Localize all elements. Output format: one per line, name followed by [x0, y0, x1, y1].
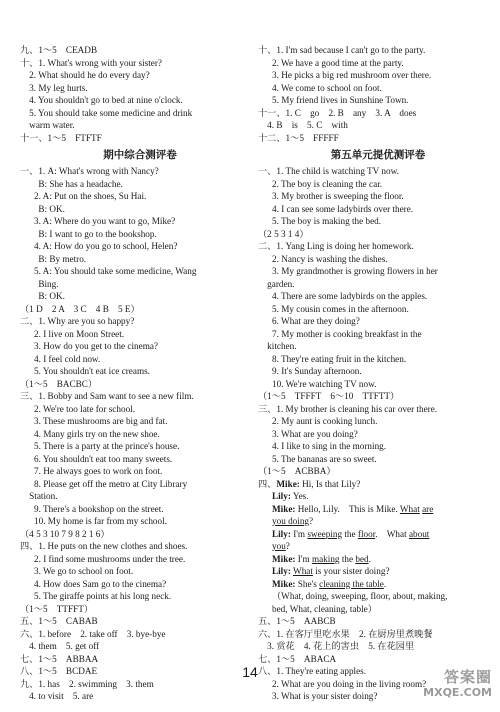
answer-line: 2. What should he do every day?: [20, 70, 150, 80]
answer-line: 六、1. before 2. take off 3. bye-bye: [20, 628, 166, 639]
answer-line: 8. Please get off the metro at City Library: [34, 478, 188, 489]
dialogue-text: .: [368, 553, 371, 564]
watermark-url: MXQE.COM: [423, 686, 492, 699]
unit5-answers-part1: [258, 165, 498, 478]
answer-line: 九、1～5 CEADB: [20, 45, 98, 55]
dialogue-line: [258, 553, 498, 566]
answer-word: you doing: [272, 516, 310, 526]
answer-line: 六、1. 在客厅里吃水果 2. 在厨房里煮晚餐: [258, 628, 433, 639]
answer-line: 5. The boy is making the bed.: [272, 216, 382, 226]
answer-line: 4. Many girls try on the new shoe.: [34, 428, 160, 439]
answer-line: 3. How do you get to the cinema?: [34, 341, 158, 351]
answer-line: （4 5 3 10 7 9 8 2 1 6）: [20, 528, 110, 539]
answer-line: 3. 赏花 4. 花上的害虫 5. 在花园里: [258, 641, 415, 651]
answer-word: What: [399, 503, 420, 514]
speaker-mike: Mike:: [276, 478, 300, 489]
answer-line: 2. What are you doing in the living room?: [272, 678, 427, 689]
answer-line: 七、1～5 ABBAA: [20, 653, 99, 664]
dialogue-text: ?: [285, 541, 290, 551]
answer-line: 2. I find some mushrooms under the tree.: [34, 553, 186, 564]
answer-line: 4. them 5. get off: [20, 641, 100, 651]
answer-line: 三、1. Bobby and Sam want to see a new film.: [20, 391, 194, 401]
question-number: 四、: [258, 478, 277, 489]
answer-line: 10. We're watching TV now.: [272, 378, 377, 389]
answer-line: 4. I like to sing in the morning.: [272, 441, 387, 451]
dialogue-text: the: [341, 553, 354, 564]
answer-line: 3. We go to school on foot.: [34, 566, 134, 576]
speaker-mike: Mike:: [272, 553, 296, 564]
dialogue-line: [258, 540, 498, 553]
answer-line: 3. He picks a big red mushroom over there.: [272, 70, 432, 80]
answer-line: 十一、1. C go 2. B any 3. A does: [258, 107, 417, 118]
answer-line: 3. My grandmother is growing flowers in her: [272, 266, 438, 276]
answer-line: （1～5 ACBBA）: [258, 466, 336, 476]
speaker-lily: Lily:: [272, 528, 291, 539]
dialogue-text: ?: [385, 566, 390, 576]
answer-line: 2. I live on Moon Street.: [34, 328, 125, 339]
dialogue-line: [258, 490, 498, 503]
answer-line: B: I want to go to the bookshop.: [20, 228, 157, 239]
dialogue-text: the: [344, 528, 356, 539]
answer-line: 四、1. He puts on the new clothes and shoes.: [20, 541, 188, 551]
speaker-mike: Mike:: [272, 503, 296, 514]
speaker-lily: Lily:: [272, 566, 291, 576]
answer-line: 4. How does Sam go to the cinema?: [34, 578, 167, 589]
answer-line: 3. What is your sister doing?: [272, 691, 378, 701]
answer-line: 十、1. I'm sad because I can't go to the party.: [258, 45, 426, 55]
dialogue-line: [258, 478, 498, 491]
answer-line: 九、1. has 2. swimming 3. them: [20, 678, 154, 689]
answer-line: 6. You shouldn't eat too many sweets.: [34, 453, 173, 464]
dialogue-line: [258, 528, 498, 541]
answer-line: 2. The boy is cleaning the car.: [272, 178, 383, 189]
unit5-section-title: 第五单元提优测评卷: [330, 149, 426, 161]
answer-line: B: OK.: [20, 291, 65, 301]
answer-line: 2. We're too late for school.: [34, 403, 136, 414]
answer-line: 2. Nancy is washing the dishes.: [272, 253, 388, 264]
answer-line: 3. These mushrooms are big and fat.: [34, 416, 168, 426]
answer-line: 4. A: How do you go to school, Helen?: [34, 241, 178, 251]
answer-line: 3. What are you doing?: [272, 428, 358, 439]
dialogue-line: [258, 565, 498, 578]
answer-line: 4. to visit 5. are: [20, 691, 94, 701]
midterm-answers-continued: [258, 44, 498, 144]
answer-line: 五、1～5 CABAB: [20, 616, 98, 626]
watermark-logo: [420, 666, 492, 706]
answer-line: 八、1. They're eating apples.: [258, 666, 367, 676]
answer-line: 八、1～5 BCDAE: [20, 666, 98, 676]
answer-line: 2. We have a good time at the party.: [272, 57, 404, 68]
answer-line: 十、1. What's wrong with your sister?: [20, 57, 162, 68]
answer-line: 4. B is 5. C with: [258, 120, 348, 130]
dialogue-line: [258, 578, 498, 591]
previous-unit-answers: [20, 44, 260, 144]
answer-line: 一、1. The child is watching TV now.: [258, 166, 399, 176]
dialogue-text: is: [315, 566, 322, 576]
answer-line: B: She has a headache.: [20, 178, 123, 189]
answer-line: 9. It's Sunday afternoon.: [272, 366, 362, 376]
dialogue-line: [258, 515, 498, 528]
answer-line: 十一、1～5 FTFTF: [20, 132, 102, 143]
answer-line: 4. I feel cold now.: [34, 353, 101, 364]
answer-word: you: [272, 541, 286, 551]
midterm-answers: [20, 165, 260, 703]
answer-line: （1～5 BACBC）: [20, 378, 98, 389]
answer-word: sweeping: [307, 528, 343, 539]
answer-line: 3. A: Where do you want to go, Mike?: [34, 216, 176, 226]
answer-line: 十二、1～5 FFFFF: [258, 132, 339, 143]
speaker-mike: Mike:: [272, 578, 296, 589]
answer-line: 10. My home is far from my school.: [34, 516, 167, 526]
dialogue-text: .: [383, 578, 387, 589]
answer-line: 4. I can see some ladybirds over there.: [272, 203, 414, 214]
dialogue-text: ?: [309, 516, 314, 526]
answer-word: bed: [355, 553, 369, 564]
answer-line: 5. My cousin comes in the afternoon.: [272, 303, 409, 314]
answer-word: about: [408, 528, 430, 539]
answer-line: 4. You shouldn't go to bed at nine o'clock.: [20, 95, 183, 105]
answer-line: 5. My friend lives in Sunshine Town.: [272, 95, 409, 105]
dialogue-line: [258, 503, 498, 516]
answer-line: （1～5 TFFFT 6～10 TTFTT）: [258, 391, 400, 401]
dialogue-text: I'm: [293, 528, 306, 539]
answer-line: 一、1. A: What's wrong with Nancy?: [20, 166, 159, 176]
answer-word: are: [422, 503, 434, 514]
answer-line: 6. What are they doing?: [272, 316, 360, 326]
answer-word: making: [311, 553, 340, 564]
word-bank: （What, doing, sweeping, floor, about, making,: [272, 591, 448, 601]
answer-line: Bing.: [20, 278, 59, 289]
dialogue-text: Hello, Lily. This is Mike.: [297, 503, 398, 514]
dialogue-block: [258, 478, 498, 616]
right-column: [258, 44, 498, 703]
speaker-lily: Lily:: [272, 491, 291, 501]
answer-line: 7. My mother is cooking breakfast in the: [272, 328, 422, 339]
answer-line: 9. There's a bookshop on the street.: [34, 503, 164, 514]
midterm-section-title: 期中综合测评卷: [103, 149, 177, 161]
dialogue-text: She's: [297, 578, 317, 589]
answer-line: 3. My leg hurts.: [20, 82, 88, 93]
answer-line: 4. We come to school on foot.: [272, 82, 382, 93]
answer-line: 2. A: Put on the shoes, Su Hai.: [34, 191, 147, 201]
answer-word: floor: [357, 528, 376, 539]
answer-word: cleaning the table: [319, 578, 384, 589]
answer-line: 5. A: You should take some medicine, Wang: [34, 266, 197, 276]
dialogue-text: . What: [375, 528, 407, 539]
answer-line: （1～5 TTFFT）: [20, 603, 93, 614]
dialogue-text: Hi, Is that Lily?: [302, 478, 361, 489]
dialogue-text: I'm: [297, 553, 310, 564]
answer-line: 3. My brother is sweeping the floor.: [272, 191, 404, 201]
word-bank: bed, What, cleaning, table）: [272, 603, 377, 614]
dialogue-text: Yes.: [292, 491, 309, 501]
answer-line: 七、1～5 ABACA: [258, 653, 337, 664]
watermark-text: 答案圈: [443, 668, 492, 686]
answer-line: （2 5 3 1 4）: [258, 228, 309, 239]
answer-line: 5. You should take some medicine and drink: [20, 107, 193, 118]
answer-line: 三、1. My brother is cleaning his car over there.: [258, 403, 438, 414]
answer-line: 7. He always goes to work on foot.: [34, 466, 163, 476]
answer-line: 8. They're eating fruit in the kitchen.: [272, 353, 407, 364]
answer-word: What: [293, 566, 313, 576]
dialogue-text: your sister doing: [323, 566, 386, 576]
answer-line: 4. There are some ladybirds on the apples.: [272, 291, 428, 301]
answer-line: warm water.: [20, 120, 75, 130]
answer-line: 二、1. Why are you so happy?: [20, 316, 135, 326]
answer-line: （1 D 2 A 3 C 4 B 5 E）: [20, 303, 140, 314]
answer-line: garden.: [258, 278, 295, 289]
answer-line: 五、1～5 AABCB: [258, 616, 336, 626]
answer-line: kitchen.: [258, 341, 297, 351]
answer-line: 5. The giraffe points at his long neck.: [34, 591, 172, 601]
answer-line: 5. You shouldn't eat ice creams.: [34, 366, 150, 376]
answer-line: 5. There is a party at the prince's house.: [34, 441, 180, 451]
answer-line: B: OK.: [20, 203, 65, 214]
page-number: 14: [242, 664, 258, 680]
answer-line: 二、1. Yang Ling is doing her homework.: [258, 241, 414, 251]
left-column: [20, 44, 260, 703]
answer-line: B: By metro.: [20, 253, 87, 264]
answer-line: 5. The bananas are so sweet.: [272, 453, 377, 464]
answer-line: Station.: [20, 491, 58, 501]
answer-line: 2. My aunt is cooking lunch.: [272, 416, 378, 426]
